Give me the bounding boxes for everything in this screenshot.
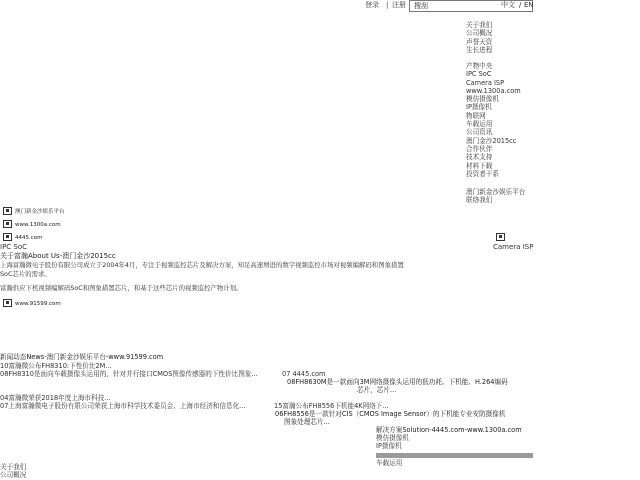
nav-item-site-1300a[interactable]: www.1300a.com xyxy=(466,86,521,95)
about-paragraph-2: 富瀚供应下机视频编解码SoC和图象措置芯片，和基于这些芯片的视频监控产物计划。 xyxy=(0,284,243,292)
solution-image-placeholder xyxy=(376,453,533,458)
news-item-3-line-1: 08FH8630M是一款面向3M网络摄像头运用的低功耗、下机能、H.264编码 xyxy=(287,378,508,386)
nav-item-jinsha-2015cc[interactable]: 澳门金沙2015cc xyxy=(466,136,517,145)
nav-item-tech-support[interactable]: 技术支持 xyxy=(466,153,493,162)
nav-item-analog-camera[interactable]: 模仿摄像机 xyxy=(466,95,499,104)
footer-about-us[interactable]: 关于我们 xyxy=(0,463,27,471)
news-item-3-line-2: 芯片，芯片... xyxy=(357,386,397,394)
platform-image-link[interactable] xyxy=(3,207,65,217)
site-1300a-image-link[interactable] xyxy=(3,220,61,230)
platform-image-alt: 澳门新金沙娱乐平台 xyxy=(15,209,65,215)
nav-item-platform[interactable]: 澳门新金沙娱乐平台 xyxy=(466,188,526,196)
solution-automotive[interactable]: 车载运用 xyxy=(376,459,403,467)
nav-item-investor-relations[interactable]: 投资者干系 xyxy=(466,169,499,178)
nav-item-company-news[interactable]: 公司资讯 xyxy=(466,128,493,137)
nav-item-downloads[interactable]: 材料下载 xyxy=(466,161,493,170)
nav-about-group xyxy=(466,21,492,54)
ipc-soc-label[interactable]: IPC SoC xyxy=(0,243,28,251)
nav-item-about-us[interactable]: 关于我们 xyxy=(466,21,493,29)
news-item-6-line-1: 06FH8556是一款针对CIS（CMOS Image Sensor）的下机能专业安防摄像机 xyxy=(275,410,506,418)
solution-analog-camera[interactable]: 模仿摄像机 xyxy=(376,434,409,442)
site-1300a-image-alt: www.1300a.com xyxy=(15,222,61,228)
nav-item-products[interactable]: 产物中央 xyxy=(466,62,493,70)
about-heading: 关于富瀚About Us-澳门金沙2015cc xyxy=(0,252,116,260)
nav-item-contact[interactable]: 联络我们 xyxy=(466,196,493,205)
camera-isp-label[interactable]: Camera ISP xyxy=(493,243,534,251)
solutions-heading: 解决方案Solution-4445.com-www.1300a.com xyxy=(376,426,522,434)
nav-platform-group xyxy=(466,188,525,205)
language-zh-link[interactable]: 中文 xyxy=(501,1,515,9)
site-91599-image-link[interactable] xyxy=(3,299,61,309)
broken-image-icon xyxy=(496,233,505,241)
broken-image-icon xyxy=(3,207,12,215)
news-item-5-right[interactable]: 15富瀚公布FH8556下机能4K网络下... xyxy=(274,402,389,410)
nav-item-iot[interactable]: 物联网 xyxy=(466,111,486,120)
language-en-link[interactable]: EN xyxy=(524,1,534,9)
about-paragraph-1: 上海富瀚微电子股份有限公司成立于2004年4月，专注于视频监控芯片及解决方案，知足高速增进的数字视频监控市场对视频编解码和图象措置SoC芯片的需求。 xyxy=(0,261,404,278)
nav-item-automotive[interactable]: 车载运用 xyxy=(466,120,493,129)
top-bar xyxy=(365,0,640,12)
broken-image-icon xyxy=(3,299,12,307)
broken-image-icon xyxy=(3,220,12,228)
register-link[interactable]: 注册 xyxy=(392,1,406,9)
nav-products-group xyxy=(466,62,521,178)
news-item-6-line-2: 图象处理芯片... xyxy=(284,418,330,426)
nav-item-history[interactable]: 生长进程 xyxy=(466,45,493,54)
nav-item-partners[interactable]: 合作伙伴 xyxy=(466,144,493,153)
nav-item-honors[interactable]: 声誉天资 xyxy=(466,37,493,46)
news-item-4[interactable]: 04富瀚微荣获2018年度上海市科技... xyxy=(0,394,111,402)
site-4445-image-alt: 4445.com xyxy=(15,235,43,241)
news-item-1[interactable]: 10富瀚微公布FH8310:下性价比2M... xyxy=(0,362,112,370)
nav-item-company-profile[interactable]: 公司概况 xyxy=(466,29,493,38)
login-link[interactable]: 登录 xyxy=(365,1,379,9)
separator: | xyxy=(386,1,389,9)
footer-company-profile[interactable]: 公司概况 xyxy=(0,471,27,479)
news-heading: 新闻动态News-澳门新金沙娱乐平台-www.91599.com xyxy=(0,353,164,361)
news-item-2-site[interactable]: 07 4445.com xyxy=(282,370,326,378)
camera-isp-image[interactable] xyxy=(496,233,508,242)
news-item-5[interactable]: 07上海富瀚微电子股份有限公司荣获上海市科学技术委员会、上海市经济和信息化... xyxy=(0,402,246,410)
language-separator: / xyxy=(519,1,522,9)
broken-image-icon xyxy=(3,233,12,241)
search-input-value: 搜刮 xyxy=(414,2,428,10)
news-item-2[interactable]: 08FH8310是面向车载摄像头运用的，针对并行接口CMOS图像传感器的下性价比图象... xyxy=(0,370,258,378)
solution-ip-camera[interactable]: IP摄像机 xyxy=(376,442,402,450)
nav-item-ip-camera[interactable]: IP摄像机 xyxy=(466,103,492,112)
site-4445-image-link[interactable] xyxy=(3,233,43,243)
nav-item-ipc-soc[interactable]: IPC SoC xyxy=(466,70,492,79)
nav-item-camera-isp[interactable]: Camera ISP xyxy=(466,78,505,87)
site-91599-image-alt: www.91599.com xyxy=(15,301,61,307)
